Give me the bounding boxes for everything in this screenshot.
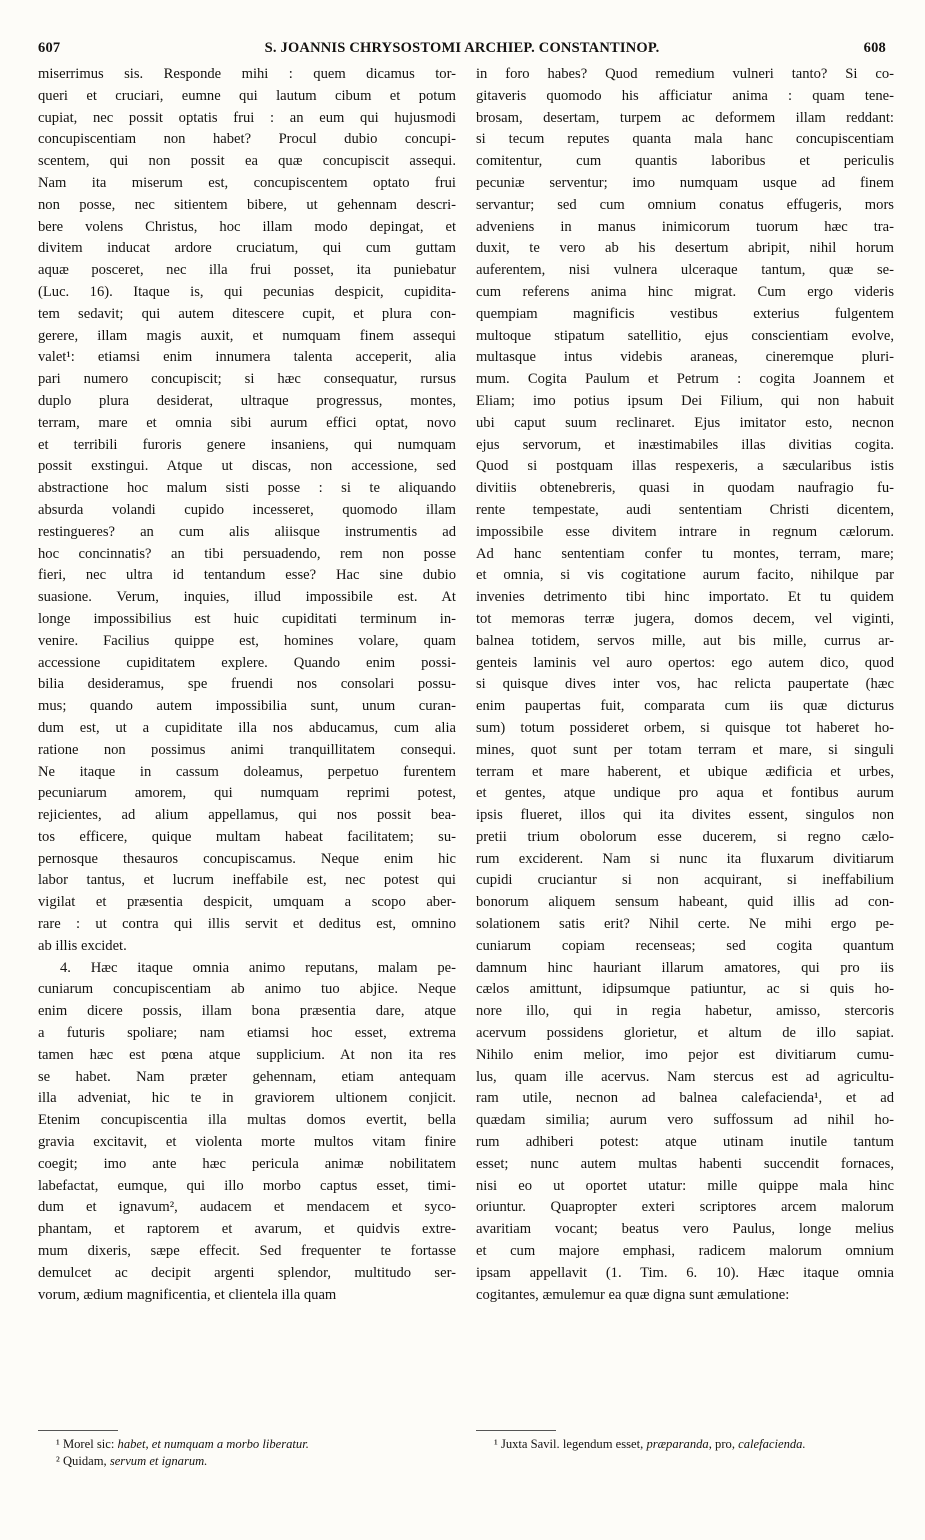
text-line: nore illo, qui in regia habetur, amisso, stercoris (476, 1003, 894, 1020)
text-line: vigilat et præsentia despicit, umquam a scopo aber- (38, 894, 456, 911)
text-line: Etenim concupiscentia illa multas domos evertit, bella (38, 1112, 456, 1129)
text-line: cogitantes, æmulemur ea quæ digna sunt æmulatione: (476, 1286, 790, 1303)
text-line: adveniens in manus inimicorum tuorum hæc tra- (476, 218, 894, 235)
text-line: lus, quam ille acervus. Nam stercus est ad agricultu- (476, 1068, 894, 1085)
footnote-italic: præparanda (646, 1437, 709, 1451)
text-line: ab illis excidet. (38, 937, 127, 954)
text-line: divitiis obtenebreris, quasi in quodam naufragio fu- (476, 480, 894, 497)
footnote-text: Juxta Savil. legendum esset, (500, 1437, 647, 1451)
page-header (38, 40, 886, 62)
text-line: comitentur, cum quantis laboribus et periculis (476, 153, 894, 170)
text-line: cælos amittunt, idipsumque patiuntur, ac si quis ho- (476, 981, 894, 998)
text-line: pari numero concupiscit; si hæc consequatur, rursus (38, 371, 456, 388)
footnote (38, 1453, 456, 1470)
text-line: et gentes, atque undique pro aqua et fontibus aurum (476, 785, 894, 802)
text-line: cuniarum copiam recenseas; sed cogita quantum (476, 937, 894, 954)
right-text-column (476, 64, 894, 1306)
text-line: bilia desideramus, spe fruendi nos consolari possu- (38, 676, 456, 693)
text-line: balnea totidem, servos mille, aut bis mille, currus ar- (476, 632, 894, 649)
footnote-italic: habet, et numquam a morbo liberatur. (117, 1437, 309, 1451)
text-line: servantur; sed cum omnium conatus effugeris, mors (476, 196, 894, 213)
text-line: possit exstingui. Atque ut discas, non accessione, sed (38, 458, 456, 475)
footnote-mark: ¹ (494, 1437, 501, 1451)
text-line: longe impossibilius est huic cupiditati terminum in- (38, 610, 456, 627)
text-line: (Luc. 16). Itaque is, qui pecunias despicit, cupidita- (38, 283, 456, 300)
text-line: et omnia, si vis cogitatione aurum facito, nihilque par (476, 567, 894, 584)
text-line: pernosque thesauros concupiscamus. Neque enim hic (38, 850, 456, 867)
text-line: abstractione hoc malum sisti posse : si te aliquando (38, 480, 456, 497)
text-line: gravia excitavit, et violenta morte multos vitam finire (38, 1134, 456, 1151)
text-line: pecuniæ serventur; imo numquam usque ad finem (476, 174, 894, 191)
text-line: coegit; imo ante hæc pericula animæ nobilitatem (38, 1155, 456, 1172)
text-line: oriuntur. Quapropter exteri scriptores arcem malorum (476, 1199, 894, 1216)
text-line: tos efficere, quique multam habeat facilitatem; su- (38, 828, 456, 845)
footnote-text: Morel sic: (62, 1437, 118, 1451)
text-line: illa adveniat, hic te in graviorem ultionem conjicit. (38, 1090, 456, 1107)
text-line: invenies detrimento tibi hinc importato. Et tu quidem (476, 589, 894, 606)
text-line: ipsis flueret, illos qui ita divites essent, singulos non (476, 807, 894, 824)
text-line: impossibile esse divitem intrare in regnum cælorum. (476, 523, 894, 540)
text-line: hoc concinnatis? an tibi persuadendo, rem non posse (38, 545, 456, 562)
text-line: acervum possidens glorietur, et altum de illo sapiat. (476, 1025, 894, 1042)
text-line: dum est, ut a cupiditate illa nos abducamus, cum alia (38, 719, 456, 736)
text-line: non posse, nec sitientem bibere, ut gehennam descri- (38, 196, 456, 213)
footnote (38, 1436, 456, 1453)
text-line: si quisque dives inter vos, hac relicta paupertate (hæc (476, 676, 894, 693)
text-line: rejicientes, ad alium appellamus, qui nos possit bea- (38, 807, 456, 824)
text-line: concupiscentiam non habet? Procul dubio concupi- (38, 131, 456, 148)
text-line: venire. Facilius quippe est, homines volare, quam (38, 632, 456, 649)
text-line: se habet. Nam præter gehennam, etiam antequam (38, 1068, 456, 1085)
text-line: ratione non possimus animi tranquillitatem consequi. (38, 741, 456, 758)
text-line: valet¹: etiamsi enim innumera talenta acceperit, alia (38, 349, 456, 366)
text-line: cum referens anima hinc migrat. Cum ergo videris (476, 283, 894, 300)
text-line: demulcet ac decipit argenti splendor, multitudo ser- (38, 1264, 456, 1281)
footnote (476, 1436, 894, 1453)
footnote-italic: calefacienda. (738, 1437, 806, 1451)
text-line: rum exciderent. Nam si nunc ita fluxarum divitiarum (476, 850, 894, 867)
text-line: queri et cruciari, eumne qui lautum cibum et potum (38, 87, 456, 104)
text-line: labefactat, eumque, qui illo morbo captus esset, timi- (38, 1177, 456, 1194)
text-line: suasione. Verum, inquies, illud impossibile est. At (38, 589, 456, 606)
text-line: rare : ut contra qui illis servit et deditus est, omnino (38, 916, 456, 933)
text-line: multasque intus videbis araneas, cineremque pluri- (476, 349, 894, 366)
text-line: miserrimus sis. Responde mihi : quem dicamus tor- (38, 66, 456, 82)
text-line: Quod si postquam illas respexeris, a sæcularibus istis (476, 458, 894, 475)
text-line: multoque stipatum satellitio, ejus conscientiam evolve, (476, 327, 894, 344)
text-line: rum adhiberi potest: atque utinam inutile tantum (476, 1134, 894, 1151)
text-line: Ad hanc sententiam confer tu montes, terram, mare; (476, 545, 894, 562)
text-line: phantam, et raptorem et avarum, et quidvis extre- (38, 1221, 456, 1238)
footnote-italic: servum et ignarum. (109, 1454, 208, 1468)
text-line: ipsam appellavit (1. Tim. 6. 10). Hæc itaque omnia (476, 1264, 894, 1281)
text-line: Ne itaque in cassum doleamus, perpetuo furentem (38, 763, 456, 780)
text-line: mum. Cogita Paulum et Petrum : cogita Joannem et (476, 371, 894, 388)
text-line: nisi eo ut oportet utatur: mille quippe mala hinc (476, 1177, 894, 1194)
text-line: dum et ignavum², audacem et mendacem et syco- (38, 1199, 456, 1216)
footnote-text: Quidam, (62, 1454, 110, 1468)
footnote-rule-right (476, 1430, 556, 1431)
left-text-column (38, 64, 456, 1306)
text-line: si tecum reputes quanta mala hanc concupiscentiam (476, 131, 894, 148)
text-line: brosam, desertam, turpem ac deformem illam reddant: (476, 109, 894, 126)
text-line: genteis laminis vel auro opertos: ego autem dico, quod (476, 654, 894, 671)
page-number-left: 607 (38, 40, 61, 56)
running-title: S. JOANNIS CHRYSOSTOMI ARCHIEP. CONSTANTINOP. (264, 40, 660, 56)
text-line: tot memoras terræ jugera, domos decem, vel viginti, (476, 610, 894, 627)
footnote-mark: ¹ (56, 1437, 63, 1451)
text-line: duxit, te vero ab his desertum abripit, nihil horum (476, 240, 894, 257)
text-line: accessione cupiditatem explere. Quando enim possi- (38, 654, 456, 671)
text-line: ubi caput suum reclinaret. Ejus imitator esto, necnon (476, 414, 894, 431)
text-line: scentem, qui non possit ea quæ concupiscit assequi. (38, 153, 456, 170)
text-line: enim paupertas fuit, comparata cum iis quæ dicturus (476, 698, 894, 715)
text-line: aquæ posceret, nec illa frui posset, ita puniebatur (38, 262, 456, 279)
text-line: Nam ita miserum est, concupiscentem optato frui (38, 174, 456, 191)
text-line: avaritiam vocant; beatus vero Paulus, longe melius (476, 1221, 894, 1238)
text-line: pretii trium obolorum esse ducerem, si regno cælo- (476, 828, 894, 845)
footnotes-right (476, 1436, 894, 1453)
text-line: mum dixeris, sæpe effecit. Sed frequenter te fortasse (38, 1243, 456, 1260)
text-line: ram utile, necnon ad balnea calefacienda¹, et ad (476, 1090, 894, 1107)
footnotes-left (38, 1436, 456, 1470)
text-line: pecuniarum amorem, qui numquam reprimi potest, (38, 785, 456, 802)
text-line: Eliam; imo potius ipsum Dei Filium, qui non habuit (476, 392, 894, 409)
text-line: enim dicere possis, illam bona præsentia dare, atque (38, 1003, 456, 1020)
text-line: labor tantus, et lucrum ineffabile est, nec potest qui (38, 872, 456, 889)
text-line: bere volens Christus, hoc illam modo depingat, et (38, 218, 456, 235)
text-line: Nihilo enim melior, imo pejor est divitiarum cumu- (476, 1046, 894, 1063)
text-line: quempiam magnificis vestibus exterius fulgentem (476, 305, 894, 322)
text-line: absurda volandi cupido incesseret, quomodo illam (38, 501, 456, 518)
text-line: restingueres? an cum alis aliisque instrumentis ad (38, 523, 456, 540)
text-line: rente tempestate, audi sententiam Christi dicentem, (476, 501, 894, 518)
text-line: tem sedavit; qui autem ditescere cupit, et plura con- (38, 305, 456, 322)
text-line: et cum majore emphasi, radicem malorum omnium (476, 1243, 894, 1260)
text-line: in foro habes? Quod remedium vulneri tanto? Si co- (476, 66, 894, 82)
text-line: et terribili furoris genere insaniens, qui numquam (38, 436, 456, 453)
text-line: tamen hæc est pœna atque supplicium. At non ita res (38, 1046, 456, 1063)
text-line: gerere, illam magis auxit, et numquam finem assequi (38, 327, 456, 344)
footnote-rule-left (38, 1430, 118, 1431)
text-line: sum) totum possideret orbem, si quisque tot haberet ho- (476, 719, 894, 736)
text-line: gitaveris quomodo his afficiatur anima : quam tene- (476, 87, 894, 104)
text-line: bonorum aliquem sensum habeant, quid illis ad con- (476, 894, 894, 911)
text-line: fieri, nec ultra id tentandum esse? Hac sine dubio (38, 567, 456, 584)
text-line: auferentem, nisi vulnera ulceraque tantum, quæ se- (476, 262, 894, 279)
text-line: duplo plura desiderat, ultraque progressus, montes, (38, 392, 456, 409)
text-line: mines, quot sunt per totam terram et mare, si singuli (476, 741, 894, 758)
text-line: quædam similia; aurum vero suffossum ad nihil ho- (476, 1112, 894, 1129)
text-line: damnum hinc hauriant illarum amatores, qui pro iis (476, 959, 894, 976)
text-line: mus; quando autem impossibilia sunt, unum curan- (38, 698, 456, 715)
text-line: cupiat, nec possit optatis frui : an eum qui hujusmodi (38, 109, 456, 126)
text-line: terram et mare haberent, et ubique ædificia et urbes, (476, 763, 894, 780)
text-line: divitem inducat ardore cruciatum, qui cum guttam (38, 240, 456, 257)
text-line: ejus servorum, et inæstimabiles illas divitias cogita. (476, 436, 894, 453)
text-line: vorum, ædium magnificentia, et clientela illa quam (38, 1286, 337, 1303)
page-number-right: 608 (863, 40, 886, 56)
text-line: solationem satis erit? Nihil certe. Ne mihi ergo pe- (476, 916, 894, 933)
text-line: cupidi cruciantur si non acquirant, si ineffabilium (476, 872, 894, 889)
text-line: 4. Hæc itaque omnia animo reputans, malam pe- (60, 959, 456, 976)
footnote-mark: ² (56, 1454, 63, 1468)
footnote-text: , pro, (708, 1437, 739, 1451)
text-line: cuniarum concupiscentiam ab animo tuo abjice. Neque (38, 981, 456, 998)
text-line: terram, mare et omnia sibi aurum effici optat, novo (38, 414, 456, 431)
text-line: esset; nunc autem multas habenti succendit fornaces, (476, 1155, 894, 1172)
text-line: a futuris spoliare; nam etiamsi hoc esset, extrema (38, 1025, 456, 1042)
